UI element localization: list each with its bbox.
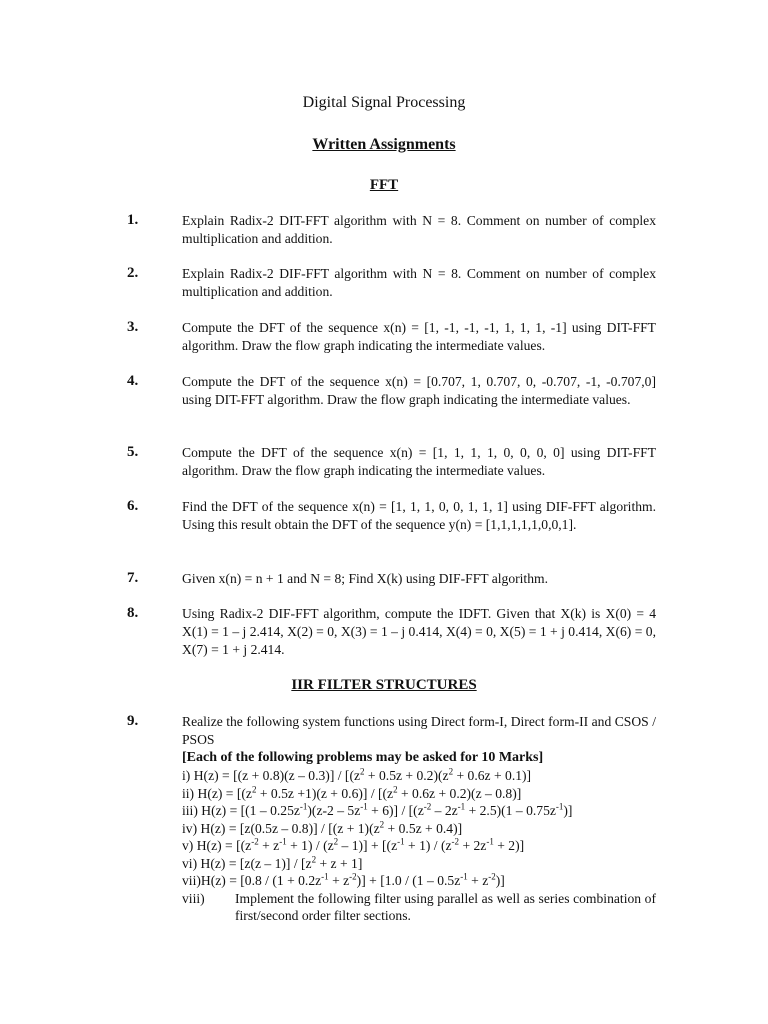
question-number: 3. — [127, 319, 139, 335]
system-function-vi: vi) $H(z) = [z(z - 1)] / [z^2 + z + 1]$ — [182, 853, 363, 871]
system-function-iii: iii) $H(z) = [(1 - 0.25z^{-1})(z-2 - 5z^{-1} + 6)] / [(z^{-2} - 2z^{-1} + 2.5)(1 - 0.75z^{-1})]$ — [182, 801, 573, 818]
system-function-ii: ii) $H(z) = [(z^2 + 0.5z +1)(z + 0.6)] / [(z^2 + 0.6z + 0.2)(z - 0.8)]$ — [182, 783, 522, 801]
question-text: Using Radix-2 DIF-FFT algorithm, compute the IDFT. Given that X(k) is X(0) = 4 X(1) = 1 – j 2.414, X(2) = 0, X(3) = 1 – j 0.414, X(4) = 0, X(5) = 1 + j 0.414, X(6) = 0, X(7) = 1 + j 2.414. — [182, 606, 656, 657]
question-number: 5. — [127, 444, 139, 460]
system-function-viii: viii) Implement the following filter using parallel as well as series combination of first/second order filter sections. — [182, 890, 656, 923]
system-function-v: v) $H(z) = [(z^{-2} + z^{-1} + 1) / (z^2 - 1)] + [(z^{-1} + 1) / (z^{-2} + 2z^{-1} + 2)]$ — [182, 836, 525, 853]
marks-note: [Each of the following problems may be asked for 10 Marks] — [182, 750, 544, 765]
section-heading-iir: IIR FILTER STRUCTURES — [291, 677, 477, 693]
question-number: 7. — [127, 570, 139, 586]
question-text: Given x(n) = n + 1 and N = 8; Find X(k) using DIF-FFT algorithm. — [182, 571, 548, 586]
question-text: Explain Radix-2 DIF-FFT algorithm with N = 8. Comment on number of complex multiplication and addition. — [182, 266, 656, 299]
question-text — [182, 713, 656, 925]
question-text: Compute the DFT of the sequence x(n) = [1, -1, -1, -1, 1, 1, 1, -1] using DIT-FFT algorithm. Draw the flow graph indicating the intermediate values. — [182, 320, 656, 353]
system-function-i: i) $H(z) = [(z + 0.8)(z - 0.3)] / [(z^2 + 0.5z + 0.2)(z^2 + 0.6z + 0.1)]$ — [182, 766, 532, 783]
question-number: 8. — [127, 605, 139, 621]
system-function-iv: iv) $H(z) = [z(0.5z - 0.8)] / [(z + 1)(z^2 + 0.5z + 0.4)]$ — [182, 818, 463, 836]
system-function-vii: $vii)H(z) = [0.8 / (1 + 0.2z^{-1} + z^{-2})] + [1.0 / (1 - 0.5z^{-1} + z^{-2})]$ — [182, 871, 505, 888]
question-text: Compute the DFT of the sequence x(n) = [0.707, 1, 0.707, 0, -0.707, -1, -0.707,0] using DIT-FFT algorithm. Draw the flow graph indicating the intermediate values. — [182, 374, 656, 407]
question-text: Explain Radix-2 DIT-FFT algorithm with N = 8. Comment on number of complex multiplication and addition. — [182, 213, 656, 246]
document-subtitle: Written Assignments — [312, 136, 456, 153]
question-number: 2. — [127, 265, 139, 281]
document-title: Digital Signal Processing — [302, 94, 466, 111]
question-number: 4. — [127, 373, 139, 389]
section-heading-fft: FFT — [369, 177, 399, 193]
question-number: 6. — [127, 498, 139, 514]
question-text: Find the DFT of the sequence x(n) = [1, 1, 1, 0, 0, 1, 1, 1] using DIF-FFT algorithm. Using this result obtain the DFT of the sequence y(n) = [1,1,1,1,1,0,0,1]. — [182, 499, 656, 532]
question-number: 1. — [127, 212, 139, 228]
question-number: 9. — [127, 713, 139, 729]
question-9-intro: Realize the following system functions using Direct form-I, Direct form-II and CSOS / PSOS — [182, 714, 656, 747]
question-text: Compute the DFT of the sequence x(n) = [1, 1, 1, 1, 0, 0, 0, 0] using DIT-FFT algorithm. Draw the flow graph indicating the intermediate values. — [182, 445, 656, 478]
